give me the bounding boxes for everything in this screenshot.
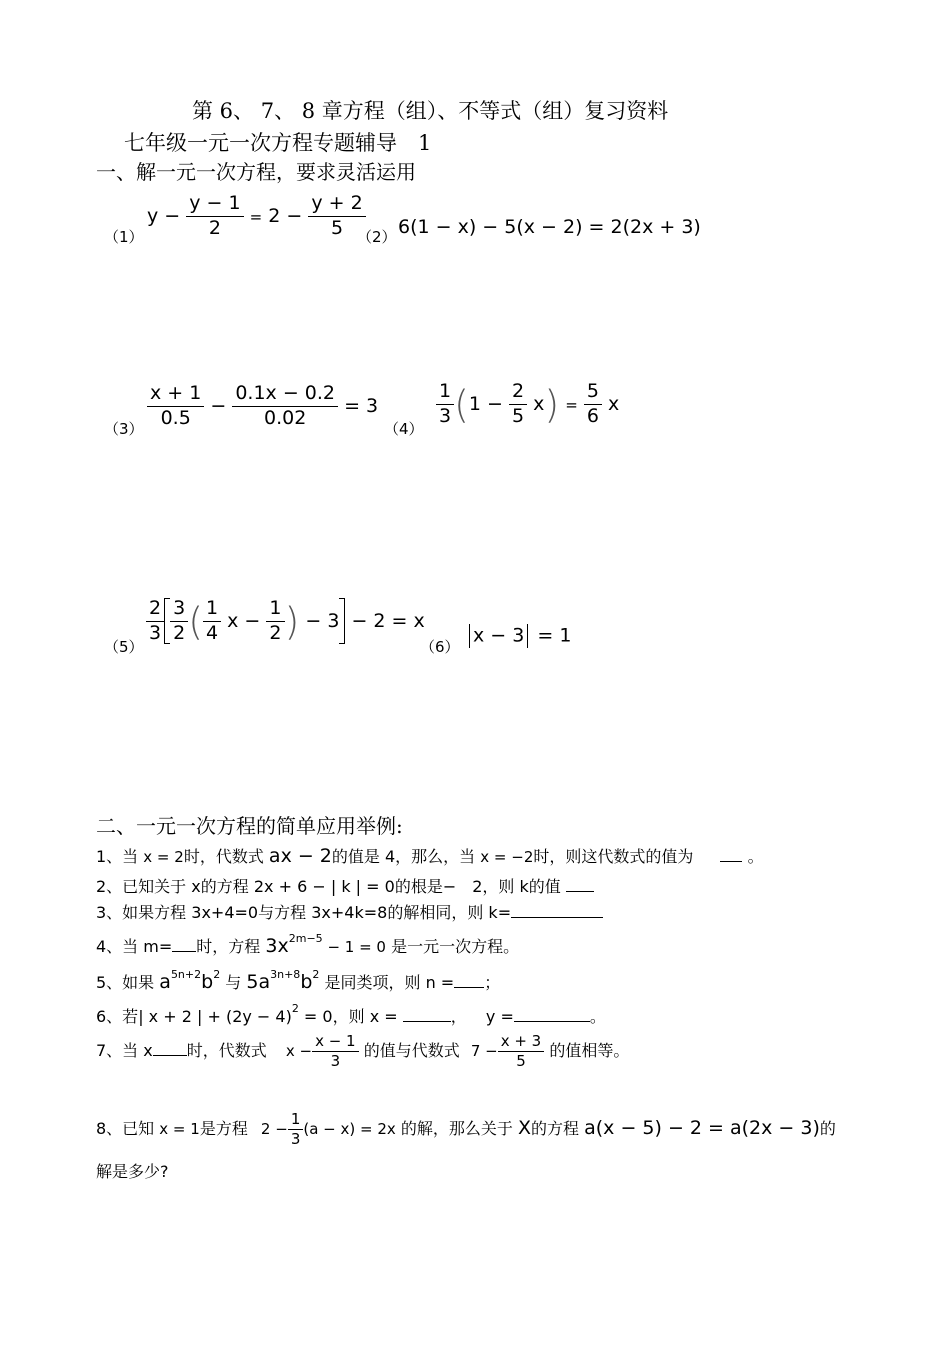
- question-6: 6、若| x + 2 | + $(2y - 4)^2 = 0$，则 x = ， y = 。: [96, 1002, 606, 1026]
- question-8-continued: 解是多少?: [96, 1162, 169, 1181]
- equation-6-abs: x − 3: [473, 624, 525, 647]
- problem-label-6: （6）: [420, 638, 460, 656]
- section1-heading: 一、解一元一次方程，要求灵活运用: [96, 160, 416, 184]
- problem-label-1: （1）: [104, 228, 144, 246]
- question-5: 5、如果 $a^{5n+2}b^2$ 与 $5a^{3n+8}b^2$ 是同类项，则 n = ；: [96, 968, 501, 993]
- equation-5: $\frac{2}{3}$ $\frac{3}{2}$ ( $\frac{1}{4}$ x − $\frac{1}{2}$ ) − 3 − 2 = x: [146, 597, 425, 646]
- page-title: 第 6、 7、 8 章方程（组）、不等式（组）复习资料: [192, 99, 669, 123]
- equation-2: 6(1 − x) − 5(x − 2) = 2(2x + 3): [398, 216, 701, 238]
- equation-6-rhs: = 1: [537, 624, 572, 647]
- question-4: 4、当 m= 时，方程 $3x^{2m-5} - 1 = 0$ 是一元一次方程。: [96, 932, 520, 957]
- problem-label-2: （2）: [357, 228, 397, 246]
- section2-heading: 二、一元一次方程的简单应用举例:: [96, 814, 403, 838]
- equation-4: $\frac{1}{3}$ (1 − $\frac{2}{5}$ x) = $\frac{5}{6}$ x: [436, 380, 619, 429]
- equation-1: y − $\frac{y - 1}{2}$ = 2 − $\frac{y + 2}{5}$: [147, 192, 366, 241]
- equation-3: $\frac{x + 1}{0.5}$ − $\frac{0.1x - 0.2}{0.02}$ = 3: [147, 382, 378, 431]
- problem-label-3: （3）: [104, 420, 144, 438]
- problem-label-5: （5）: [104, 638, 144, 656]
- question-1: 1、当 x = 2时，代数式 ax − 2的值是 4，那么，当 x = −2时，则这代数式的值为 。: [96, 845, 764, 867]
- question-3: 3、如果方程 3x+4=0与方程 3x+4k=8的解相同，则 k=: [96, 900, 603, 923]
- equation-6: [466, 624, 571, 648]
- question-2: 2、已知关于 x的方程 2x + 6 − | k | = 0的根是− 2，则 k的值: [96, 874, 594, 897]
- problem-label-4: （4）: [384, 420, 424, 438]
- question-7: 7、当 x 时，代数式 x − $\frac{x - 1}{3}$ 的值与代数式 7 − $\frac{x + 3}{5}$ 的值相等。: [96, 1032, 630, 1070]
- question-8: 8、已知 x = 1是方程 2 − $\frac{1}{3}$ (a − x) = 2x 的解，那么关于 X的方程 a(x − 5) − 2 = a(2x − 3)的: [96, 1110, 836, 1148]
- page-subtitle: 七年级一元一次方程专题辅导 1: [124, 131, 432, 155]
